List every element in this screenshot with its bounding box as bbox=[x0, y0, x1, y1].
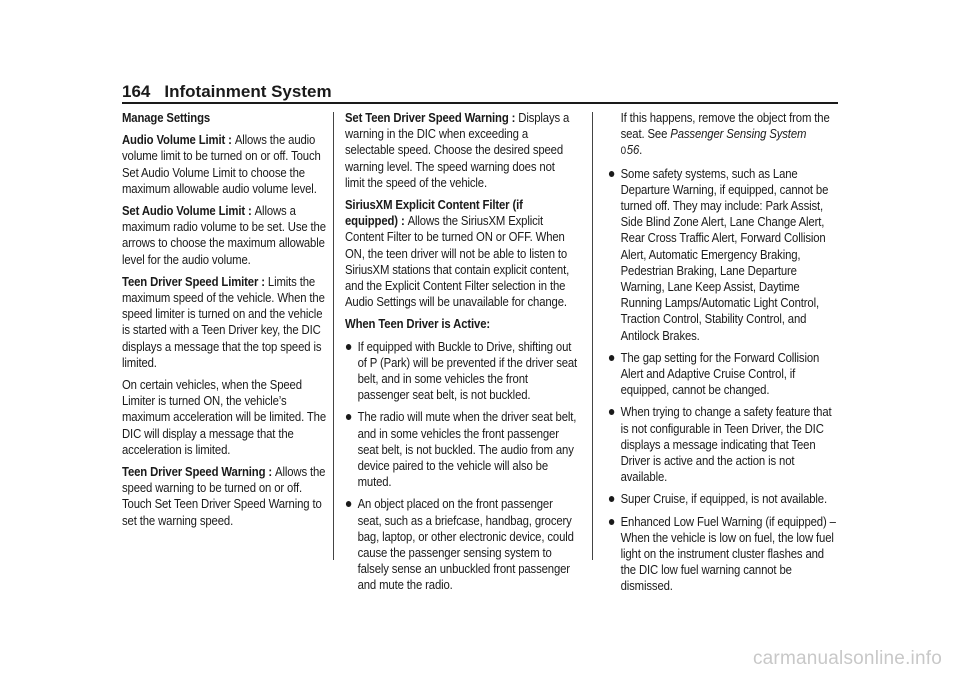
list-item-text: Enhanced Low Fuel Warning (if equipped) – When the vehicle is low on fuel, the low fuel light on the instrument cluster flashes and the DIC low fuel warning cannot be dismissed. bbox=[620, 514, 836, 594]
text-teen-driver-speed-warning: Allows the speed warning to be turned on or off. Touch Set Teen Driver Speed Warning to set the warning speed. bbox=[122, 465, 326, 528]
list-item-text: The radio will mute when the driver seat belt, and in some vehicles the front passenger seat belt, is not buckled. The audio from any device paired to the vehicle will also be muted. bbox=[357, 410, 577, 490]
list-item bbox=[345, 339, 577, 404]
teen-driver-active-heading: When Teen Driver is Active: bbox=[345, 317, 491, 332]
header-divider bbox=[122, 102, 838, 104]
continuation-text: If this happens, remove the object from the seat. See bbox=[620, 111, 830, 142]
list-item bbox=[608, 514, 838, 595]
list-item bbox=[345, 496, 577, 593]
column-2 bbox=[345, 110, 577, 600]
safety-list bbox=[608, 166, 838, 595]
paragraph-set-audio-volume-limit bbox=[122, 203, 331, 268]
paragraph-teen-driver-speed-limiter bbox=[122, 274, 331, 371]
list-item-text: When trying to change a safety feature that is not configurable in Teen Driver, the DIC displays a message indicating that Teen Driver is active and the action is not available. bbox=[620, 405, 832, 485]
paragraph-set-teen-driver-speed-warning bbox=[345, 110, 577, 191]
term-set-audio-volume-limit: Set Audio Volume Limit : bbox=[122, 204, 255, 219]
column-1 bbox=[122, 110, 331, 535]
bullet-icon bbox=[609, 496, 614, 502]
bullet-icon bbox=[609, 409, 614, 415]
bullet-icon bbox=[346, 501, 351, 507]
watermark: carmanualsonline.info bbox=[752, 648, 942, 669]
column-divider-1 bbox=[333, 112, 334, 560]
text-set-teen-driver-speed-warning: Displays a warning in the DIC when exceeding a selectable speed. Choose the desired speed warning level. The speed warning does not limit the speed of the vehicle. bbox=[345, 111, 570, 190]
paragraph-continuation bbox=[608, 110, 838, 160]
bullet-icon bbox=[346, 414, 351, 420]
text-siriusxm-filter: Allows the SiriusXM Explicit Content Filter to be turned ON or OFF. When ON, the teen driver will not be able to listen to SiriusXM stations that contain explicit content, and the Explicit Content Filter selection in the Audio Settings will be unavailable for change. bbox=[345, 214, 570, 310]
page-reference-icon: 0 bbox=[620, 145, 626, 158]
teen-driver-active-list bbox=[345, 339, 577, 594]
list-item bbox=[608, 404, 838, 485]
bullet-icon bbox=[609, 171, 614, 177]
section-title: Infotainment System bbox=[164, 82, 332, 101]
paragraph-audio-volume-limit bbox=[122, 132, 331, 197]
manage-settings-heading: Manage Settings bbox=[122, 111, 211, 125]
list-item-text: Some safety systems, such as Lane Departure Warning, if equipped, cannot be turned off. They may include: Park Assist, Side Blind Zone Alert, Lane Change Alert, Rear Cross Traffic Alert, Forward Collision Alert, Automatic Emergency Braking, Pedestrian Braking, Lane Departure Warning, Lane Keep Assist, Daytime Running Lamps/Automatic Light Control, Traction Control, Stability Control, and Antilock Brakes. bbox=[620, 166, 829, 343]
term-audio-volume-limit: Audio Volume Limit : bbox=[122, 133, 235, 148]
continuation-end: . bbox=[639, 143, 643, 158]
list-item bbox=[345, 409, 577, 490]
list-item bbox=[608, 350, 838, 399]
term-teen-driver-speed-warning: Teen Driver Speed Warning : bbox=[122, 465, 276, 480]
list-item-text: An object placed on the front passenger seat, such as a briefcase, handbag, grocery bag, laptop, or other electronic device, could cause the passenger sensing system to falsely sense an unbuckled front passenger and mute the radio. bbox=[357, 497, 574, 593]
bullet-icon bbox=[609, 355, 614, 361]
term-set-teen-driver-speed-warning: Set Teen Driver Speed Warning : bbox=[345, 111, 519, 125]
list-item-text: If equipped with Buckle to Drive, shifting out of P (Park) will be prevented if the driver seat belt, and in some vehicles the front passenger seat belt, is not buckled. bbox=[357, 339, 578, 403]
list-item-text: The gap setting for the Forward Collision Alert and Adaptive Cruise Control, if equipped, cannot be changed. bbox=[620, 350, 820, 398]
list-item-text: Super Cruise, if equipped, is not available. bbox=[620, 492, 827, 507]
reference-link-passenger-sensing[interactable]: Passenger Sensing System bbox=[670, 127, 807, 142]
list-item bbox=[608, 166, 838, 344]
list-item bbox=[608, 491, 838, 507]
paragraph-speed-limiter-acceleration: On certain vehicles, when the Speed Limiter is turned ON, the vehicle’s maximum acceleration will be limited. The DIC will display a message that the acceleration is limited. bbox=[122, 378, 327, 457]
term-siriusxm-filter: SiriusXM Explicit Content Filter (if equipped) : bbox=[345, 198, 523, 229]
page-number: 164 bbox=[122, 82, 151, 101]
paragraph-teen-driver-speed-warning bbox=[122, 464, 331, 529]
text-audio-volume-limit: Allows the audio volume limit to be turned on or off. Touch Set Audio Volume Limit to choose the maximum allowable audio volume level. bbox=[122, 133, 321, 196]
bullet-icon bbox=[609, 519, 614, 525]
column-divider-2 bbox=[592, 112, 593, 560]
column-3 bbox=[608, 110, 838, 601]
paragraph-siriusxm-filter bbox=[345, 197, 577, 310]
text-teen-driver-speed-limiter: Limits the maximum speed of the vehicle. When the speed limiter is turned on and the vehicle is started with a Teen Driver key, the DIC displays a message that the top speed is limited. bbox=[122, 274, 325, 370]
text-set-audio-volume-limit: Allows a maximum radio volume to be set. Use the arrows to choose the maximum allowable level for the audio volume. bbox=[122, 204, 326, 267]
term-teen-driver-speed-limiter: Teen Driver Speed Limiter : bbox=[122, 274, 268, 289]
bullet-icon bbox=[346, 344, 351, 350]
reference-page-number[interactable]: 56 bbox=[626, 143, 640, 158]
page-header bbox=[122, 82, 838, 102]
